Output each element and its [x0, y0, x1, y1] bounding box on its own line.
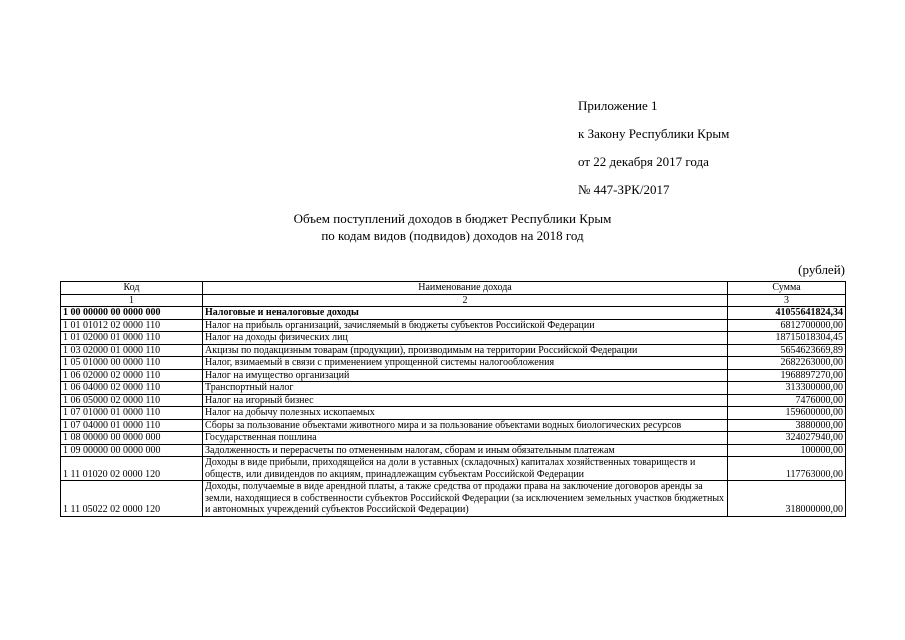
table-row: [61, 419, 846, 432]
income-sum: 7476000,00: [728, 394, 846, 407]
income-code: 1 07 04000 01 0000 110: [61, 419, 203, 432]
appendix-line: к Закону Республики Крым: [578, 126, 730, 141]
income-code: 1 01 01012 02 0000 110: [61, 319, 203, 332]
income-code: 1 08 00000 00 0000 000: [61, 432, 203, 445]
table-row: [61, 344, 846, 357]
income-sum: 6812700000,00: [728, 319, 846, 332]
income-sum: 3880000,00: [728, 419, 846, 432]
income-sum: 18715018304,45: [728, 332, 846, 345]
table-row: [61, 357, 846, 370]
title-line: по кодам видов (подвидов) доходов на 2018 год: [321, 228, 584, 243]
table-row: [61, 369, 846, 382]
income-name: Транспортный налог: [203, 382, 728, 395]
income-name: Акцизы по подакцизным товарам (продукции), производимым на территории Российской Федерации: [203, 344, 728, 357]
income-sum: 5654623669,89: [728, 344, 846, 357]
appendix-line: от 22 декабря 2017 года: [578, 154, 709, 169]
income-name: Налог на доходы физических лиц: [203, 332, 728, 345]
income-name: Налог на имущество организаций: [203, 369, 728, 382]
income-sum: 318000000,00: [728, 481, 846, 517]
income-code: 1 06 05000 02 0000 110: [61, 394, 203, 407]
income-code: 1 07 01000 01 0000 110: [61, 407, 203, 420]
table-row: [61, 432, 846, 445]
income-code: 1 06 02000 02 0000 110: [61, 369, 203, 382]
table-row: [61, 382, 846, 395]
appendix-line: № 447-ЗРК/2017: [578, 182, 670, 197]
table-row: [61, 307, 846, 320]
table-row: [61, 394, 846, 407]
income-code: 1 05 01000 00 0000 110: [61, 357, 203, 370]
appendix-block: [578, 92, 729, 204]
title-line: Объем поступлений доходов в бюджет Республики Крым: [293, 211, 612, 226]
income-sum: 2682263000,00: [728, 357, 846, 370]
header-name: Наименование дохода: [203, 282, 728, 295]
document-title: [0, 210, 905, 244]
income-sum: 41055641824,34: [728, 307, 846, 320]
income-code: 1 03 02000 01 0000 110: [61, 344, 203, 357]
revenue-table: [60, 281, 846, 517]
table-row: [61, 407, 846, 420]
table-row: [61, 332, 846, 345]
income-name: Налоговые и неналоговые доходы: [203, 307, 728, 320]
header-sum: Сумма: [728, 282, 846, 295]
column-number: 3: [728, 294, 846, 307]
table-row: [61, 457, 846, 481]
header-code: Код: [61, 282, 203, 295]
income-sum: 100000,00: [728, 444, 846, 457]
income-name: Налог на добычу полезных ископаемых: [203, 407, 728, 420]
income-sum: 313300000,00: [728, 382, 846, 395]
table-row: [61, 319, 846, 332]
income-name: Налог, взимаемый в связи с применением упрощенной системы налогообложения: [203, 357, 728, 370]
income-name: Доходы в виде прибыли, приходящейся на доли в уставных (складочных) капиталах хозяйственных товариществ и обществ, или дивидендов по акциям, принадлежащим субъектам Российской Федерации: [203, 457, 728, 481]
income-sum: 1968897270,00: [728, 369, 846, 382]
column-number: 1: [61, 294, 203, 307]
units-label: (рублей): [798, 262, 845, 277]
appendix-line: Приложение 1: [578, 98, 658, 113]
income-name: Задолженность и перерасчеты по отмененным налогам, сборам и иным обязательным платежам: [203, 444, 728, 457]
income-name: Сборы за пользование объектами животного мира и за пользование объектами водных биологических ресурсов: [203, 419, 728, 432]
income-name: Налог на прибыль организаций, зачисляемый в бюджеты субъектов Российской Федерации: [203, 319, 728, 332]
income-code: 1 01 02000 01 0000 110: [61, 332, 203, 345]
table-row: [61, 444, 846, 457]
income-sum: 159600000,00: [728, 407, 846, 420]
table-column-numbers-row: [61, 294, 846, 307]
income-sum: 117763000,00: [728, 457, 846, 481]
income-code: 1 06 04000 02 0000 110: [61, 382, 203, 395]
column-number: 2: [203, 294, 728, 307]
income-name: Доходы, получаемые в виде арендной платы, а также средства от продажи права на заключение договоров аренды за земли, находящиеся в собственности субъектов Российской Федерации (за исключением земельных участков бюджетных и автономных учреждений субъектов Российской Федерации): [203, 481, 728, 517]
income-sum: 324027940,00: [728, 432, 846, 445]
income-name: Государственная пошлина: [203, 432, 728, 445]
income-name: Налог на игорный бизнес: [203, 394, 728, 407]
income-code: 1 09 00000 00 0000 000: [61, 444, 203, 457]
income-code: 1 11 01020 02 0000 120: [61, 457, 203, 481]
income-code: 1 11 05022 02 0000 120: [61, 481, 203, 517]
table-header-row: [61, 282, 846, 295]
income-code: 1 00 00000 00 0000 000: [61, 307, 203, 320]
table-row: [61, 481, 846, 517]
